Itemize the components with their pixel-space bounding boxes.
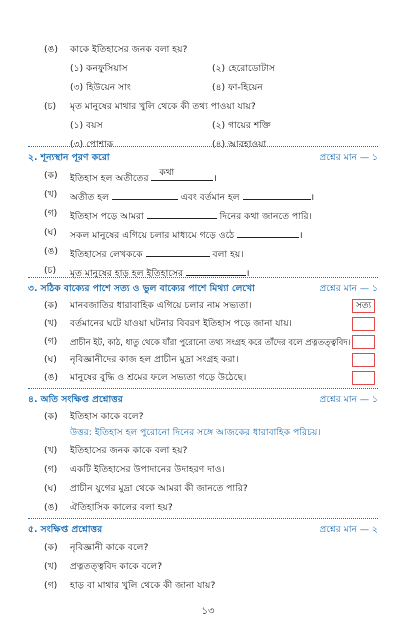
option: (১) কনফুসিয়াস [70, 63, 128, 74]
item-text: প্রত্নতত্ত্ববিদ কাকে বলে? [70, 561, 163, 572]
item-tag: (গ) [44, 336, 58, 347]
item-text: ইতিহাস পড়ে আমরা [70, 211, 144, 222]
item-tag: (ক) [44, 300, 58, 311]
question-tag: (ঙ) [44, 44, 58, 55]
item-tag: (ঘ) [44, 354, 57, 365]
question-text: মৃত মানুষের মাথার খুলি থেকে কী তথ্য পাওয়া যায়? [70, 101, 256, 112]
item-tag: (ঘ) [44, 483, 57, 494]
item-text: ইতিহাসের জনক কাকে বলা হয়? [70, 445, 188, 456]
item-text: প্রাচীন ইট, কাঠ, ধাতু থেকে যাঁরা পুরোনো তথ্য সংগ্রহ করে তাঁদের বলে প্রত্নতত্ত্ববিদ। [70, 337, 351, 347]
option: (২) হেরোডোটাস [212, 63, 275, 74]
page-number: ১৩ [201, 606, 215, 617]
answer-box[interactable] [352, 353, 375, 367]
marks-label: প্রশ্নের মান — ১ [319, 152, 378, 163]
item-text: মৃত মানুষের হাড় হল ইতিহাসের [70, 268, 184, 279]
option: (১) বয়স [70, 120, 103, 131]
item-text: এবং বর্তমান হল [180, 192, 240, 203]
item-tag: (চ) [44, 265, 57, 276]
item-text: বর্তমানের ঘটে যাওয়া ঘটনার বিবরণ ইতিহাস পড়ে জানা যায়। [70, 318, 292, 329]
item-tag: (খ) [44, 561, 58, 572]
item-tag: (ঙ) [44, 372, 58, 383]
answer-blank[interactable] [146, 246, 210, 257]
item-tag: (খ) [44, 189, 58, 200]
option: (৩) হিউয়েন সাং [70, 82, 131, 93]
item-tag: (খ) [44, 318, 58, 329]
section-heading: ৫. সংক্ষিপ্ত প্রশ্নোত্তর [28, 524, 103, 535]
item-tag: (ঙ) [44, 246, 58, 257]
item-text: ইতিহাসের লেখককে [70, 249, 143, 260]
item-text: মানুষের বুদ্ধি ও শ্রমের ফলে সভ্যতা গড়ে উঠেছে। [70, 372, 247, 383]
item-text: । [310, 192, 315, 203]
marks-label: প্রশ্নের মান — ২ [319, 524, 378, 535]
marks-label: প্রশ্নের মান — ১ [319, 394, 378, 405]
item-text: নৃবিজ্ঞানী কাকে বলে? [70, 542, 149, 553]
item-text: । [299, 230, 303, 241]
item-tag: (ঙ) [44, 502, 58, 513]
item-text: নৃবিজ্ঞানীদের কাজ হল প্রাচীন মুদ্রা সংগ্রহ করা। [70, 354, 239, 365]
section-divider [28, 277, 378, 278]
filled-answer: কথা [159, 168, 175, 178]
question-text: কাকে ইতিহাসের জনক বলা হয়? [70, 44, 188, 55]
item-text: মানবজাতির ধারাবাহিক এগিয়ে চলার নাম সভ্যতা। [70, 300, 252, 311]
item-text: বলা হয়। [212, 249, 244, 260]
answer-box[interactable] [352, 371, 375, 385]
answer-box[interactable] [352, 317, 375, 331]
answer-blank[interactable] [147, 208, 217, 219]
answer-blank[interactable] [151, 170, 213, 181]
option: (৩) পোশাক [70, 139, 114, 150]
section-heading: ২. শূন্যস্থান পূরণ করো [28, 152, 110, 163]
option: (৪) ফা-হিয়েন [212, 82, 263, 93]
question-tag: (চ) [44, 101, 57, 112]
item-tag: (গ) [44, 208, 58, 219]
answer-blank[interactable] [112, 189, 178, 200]
section-divider [28, 146, 378, 147]
item-tag: (খ) [44, 445, 58, 456]
item-tag: (ক) [44, 542, 58, 553]
section-heading: ৩. সঠিক বাক্যের পাশে সত্য ও ভুল বাক্যের পাশে মিথ্যা লেখো [28, 283, 255, 294]
item-text: প্রাচীন যুগের মুদ্রা থেকে আমরা কী জানতে পারি? [70, 483, 248, 494]
item-tag: (গ) [44, 464, 58, 475]
section-divider [28, 388, 378, 389]
item-text: । [246, 268, 250, 279]
item-tag: (ক) [44, 411, 58, 422]
item-text: ঐতিহাসিক কালের বলা হয়? [70, 502, 173, 513]
item-text: একটি ইতিহাসের উপাদানের উদাহরণ দাও। [70, 464, 225, 475]
answer-box[interactable] [352, 335, 375, 349]
item-tag: (ক) [44, 170, 58, 181]
answer-text: উত্তর: ইতিহাস হল পুরোনো দিনের সঙ্গে আজকের ধারাবাহিক পরিচয়। [70, 427, 321, 438]
item-text: দিনের কথা জানতে পারি। [219, 211, 312, 222]
section-heading: ৪. অতি সংক্ষিপ্ত প্রশ্নোত্তর [28, 394, 123, 405]
item-text: ইতিহাস হল অতীতের [70, 173, 149, 184]
answer-blank[interactable] [243, 189, 311, 200]
answer-box[interactable]: সত্য [352, 299, 375, 313]
item-text: ইতিহাস কাকে বলে? [70, 411, 144, 422]
item-tag: (গ) [44, 580, 58, 591]
answer-blank[interactable] [237, 227, 299, 238]
item-tag: (ঘ) [44, 227, 57, 238]
marks-label: প্রশ্নের মান — ১ [319, 283, 378, 294]
item-text: । [213, 173, 217, 184]
item-text: হাড় বা মাথার খুলি থেকে কী জানা যায়? [70, 580, 216, 591]
answer-blank[interactable] [186, 265, 246, 276]
item-text: অতীত হল [70, 192, 109, 203]
option: (৪) আবহাওয়া [212, 139, 267, 150]
option: (২) গায়ের শক্তি [212, 120, 271, 131]
item-text: সকল মানুষের এগিয়ে চলার মাধ্যমে গড়ে ওঠে [70, 230, 235, 241]
section-divider [28, 518, 378, 519]
